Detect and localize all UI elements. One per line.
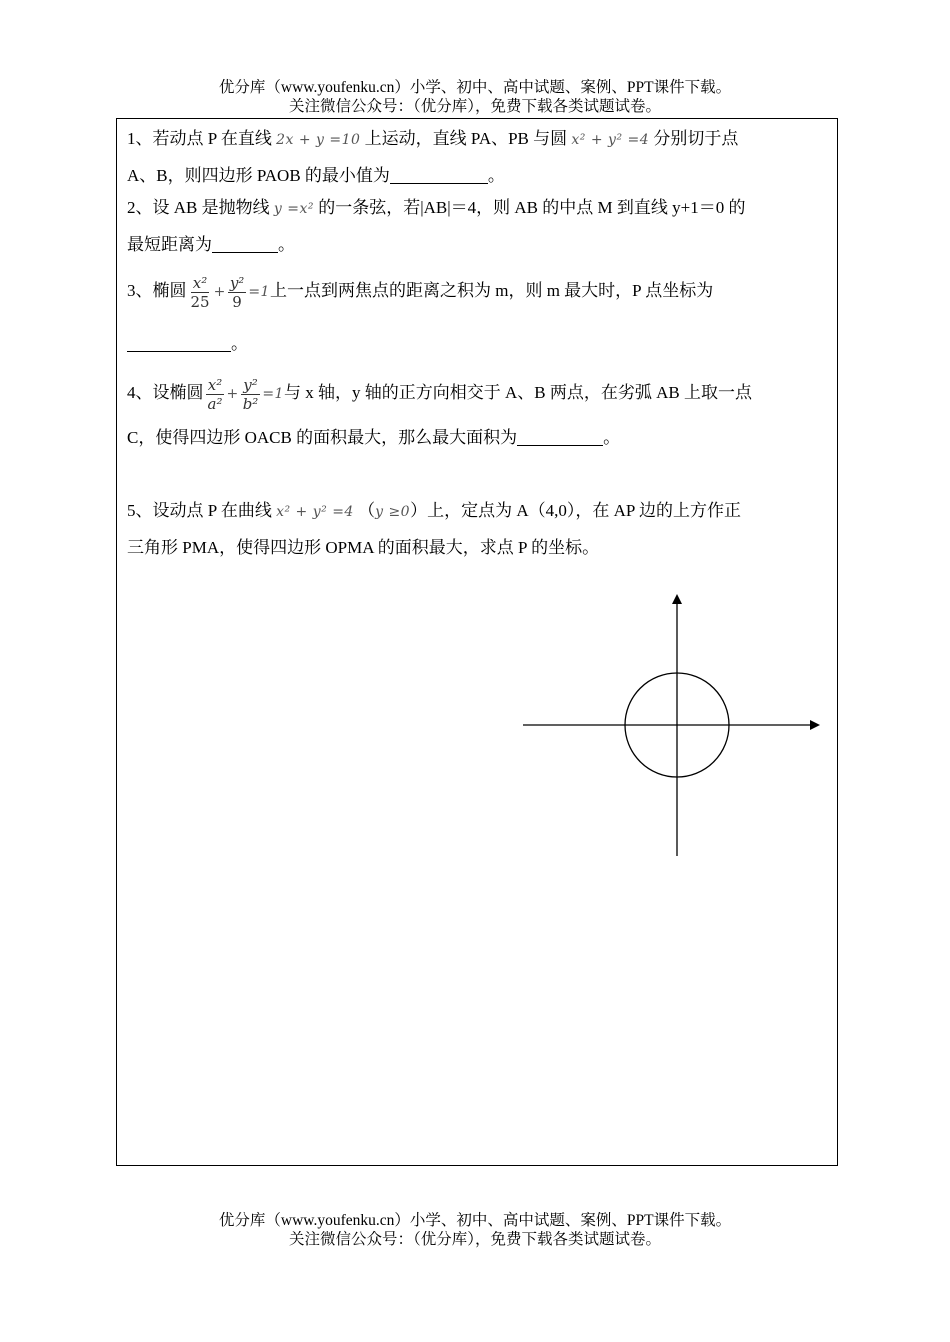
- header-line-1: 优分库（www.youfenku.cn）小学、初中、高中试题、案例、PPT课件下载。: [218, 79, 732, 96]
- question-4: 4、设椭圆 $\frac{\text{x²}}{\text{a²}}$ + $\frac{\text{y²}}{\text{b²}}$ =1与 x 轴，y 轴的正方向相交于 A、B 两点，在劣弧 AB 上取一点 C，使得四边形 OACB 的面积最大，那么最大面积为 。: [127, 375, 752, 447]
- answer-blank: [212, 234, 278, 253]
- question-2: 2、设 AB 是抛物线 y =x² 的一条弦，若|AB|＝4，则 AB 的中点 M 到直线 y+1＝0 的 最短距离为 。: [127, 198, 746, 254]
- page-header: [0, 78, 950, 116]
- footer-line-1: 优分库（www.youfenku.cn）小学、初中、高中试题、案例、PPT课件下载。: [218, 1212, 732, 1229]
- footer-line-2: 关注微信公众号：（优分库），免费下载各类试题试卷。: [288, 1231, 661, 1248]
- circle-equation: x² + y² =4: [571, 132, 650, 148]
- question-1: 1、若动点 P 在直线 2x + y =10 上运动，直线 PA、PB 与圆 x² + y² =4 分别切于点 A、B，则四边形 PAOB 的最小值为 。: [127, 129, 739, 185]
- coordinate-diagram: [520, 592, 825, 860]
- answer-blank: [127, 333, 231, 352]
- header-line-2: 关注微信公众号：（优分库），免费下载各类试题试卷。: [288, 98, 661, 115]
- curve-equation: x² + y² =4: [276, 504, 354, 520]
- fraction-x2-over-25: $\frac{\text{x²}}{25}$: [190, 273, 210, 311]
- line-equation: 2x + y =10: [276, 132, 361, 148]
- fraction-y2-over-9: $\frac{\text{y²}}{9}$: [229, 273, 245, 311]
- page-footer: [0, 1211, 950, 1249]
- question-5: 5、设动点 P 在曲线 x² + y² =4 （y ≥0）上，定点为 A（4,0），在 AP 边的上方作正 三角形 PMA，使得四边形 OPMA 的面积最大，求点 P 的坐标。: [127, 501, 741, 557]
- fraction-x2-over-a2: $\frac{\text{x²}}{\text{a²}}$: [207, 375, 223, 413]
- answer-blank: [517, 427, 603, 446]
- question-3: 3、椭圆 $\frac{\text{x²}}{25}$ + $\frac{\text{y²}}{9}$ =1上一点到两焦点的距离之积为 m，则 m 最大时，P 点坐标为 。: [127, 273, 714, 353]
- fraction-y2-over-b2: $\frac{\text{y²}}{\text{b²}}$: [242, 375, 259, 413]
- parabola-equation: y =x²: [273, 201, 314, 217]
- answer-blank: [390, 165, 488, 184]
- condition: y ≥0: [375, 504, 411, 520]
